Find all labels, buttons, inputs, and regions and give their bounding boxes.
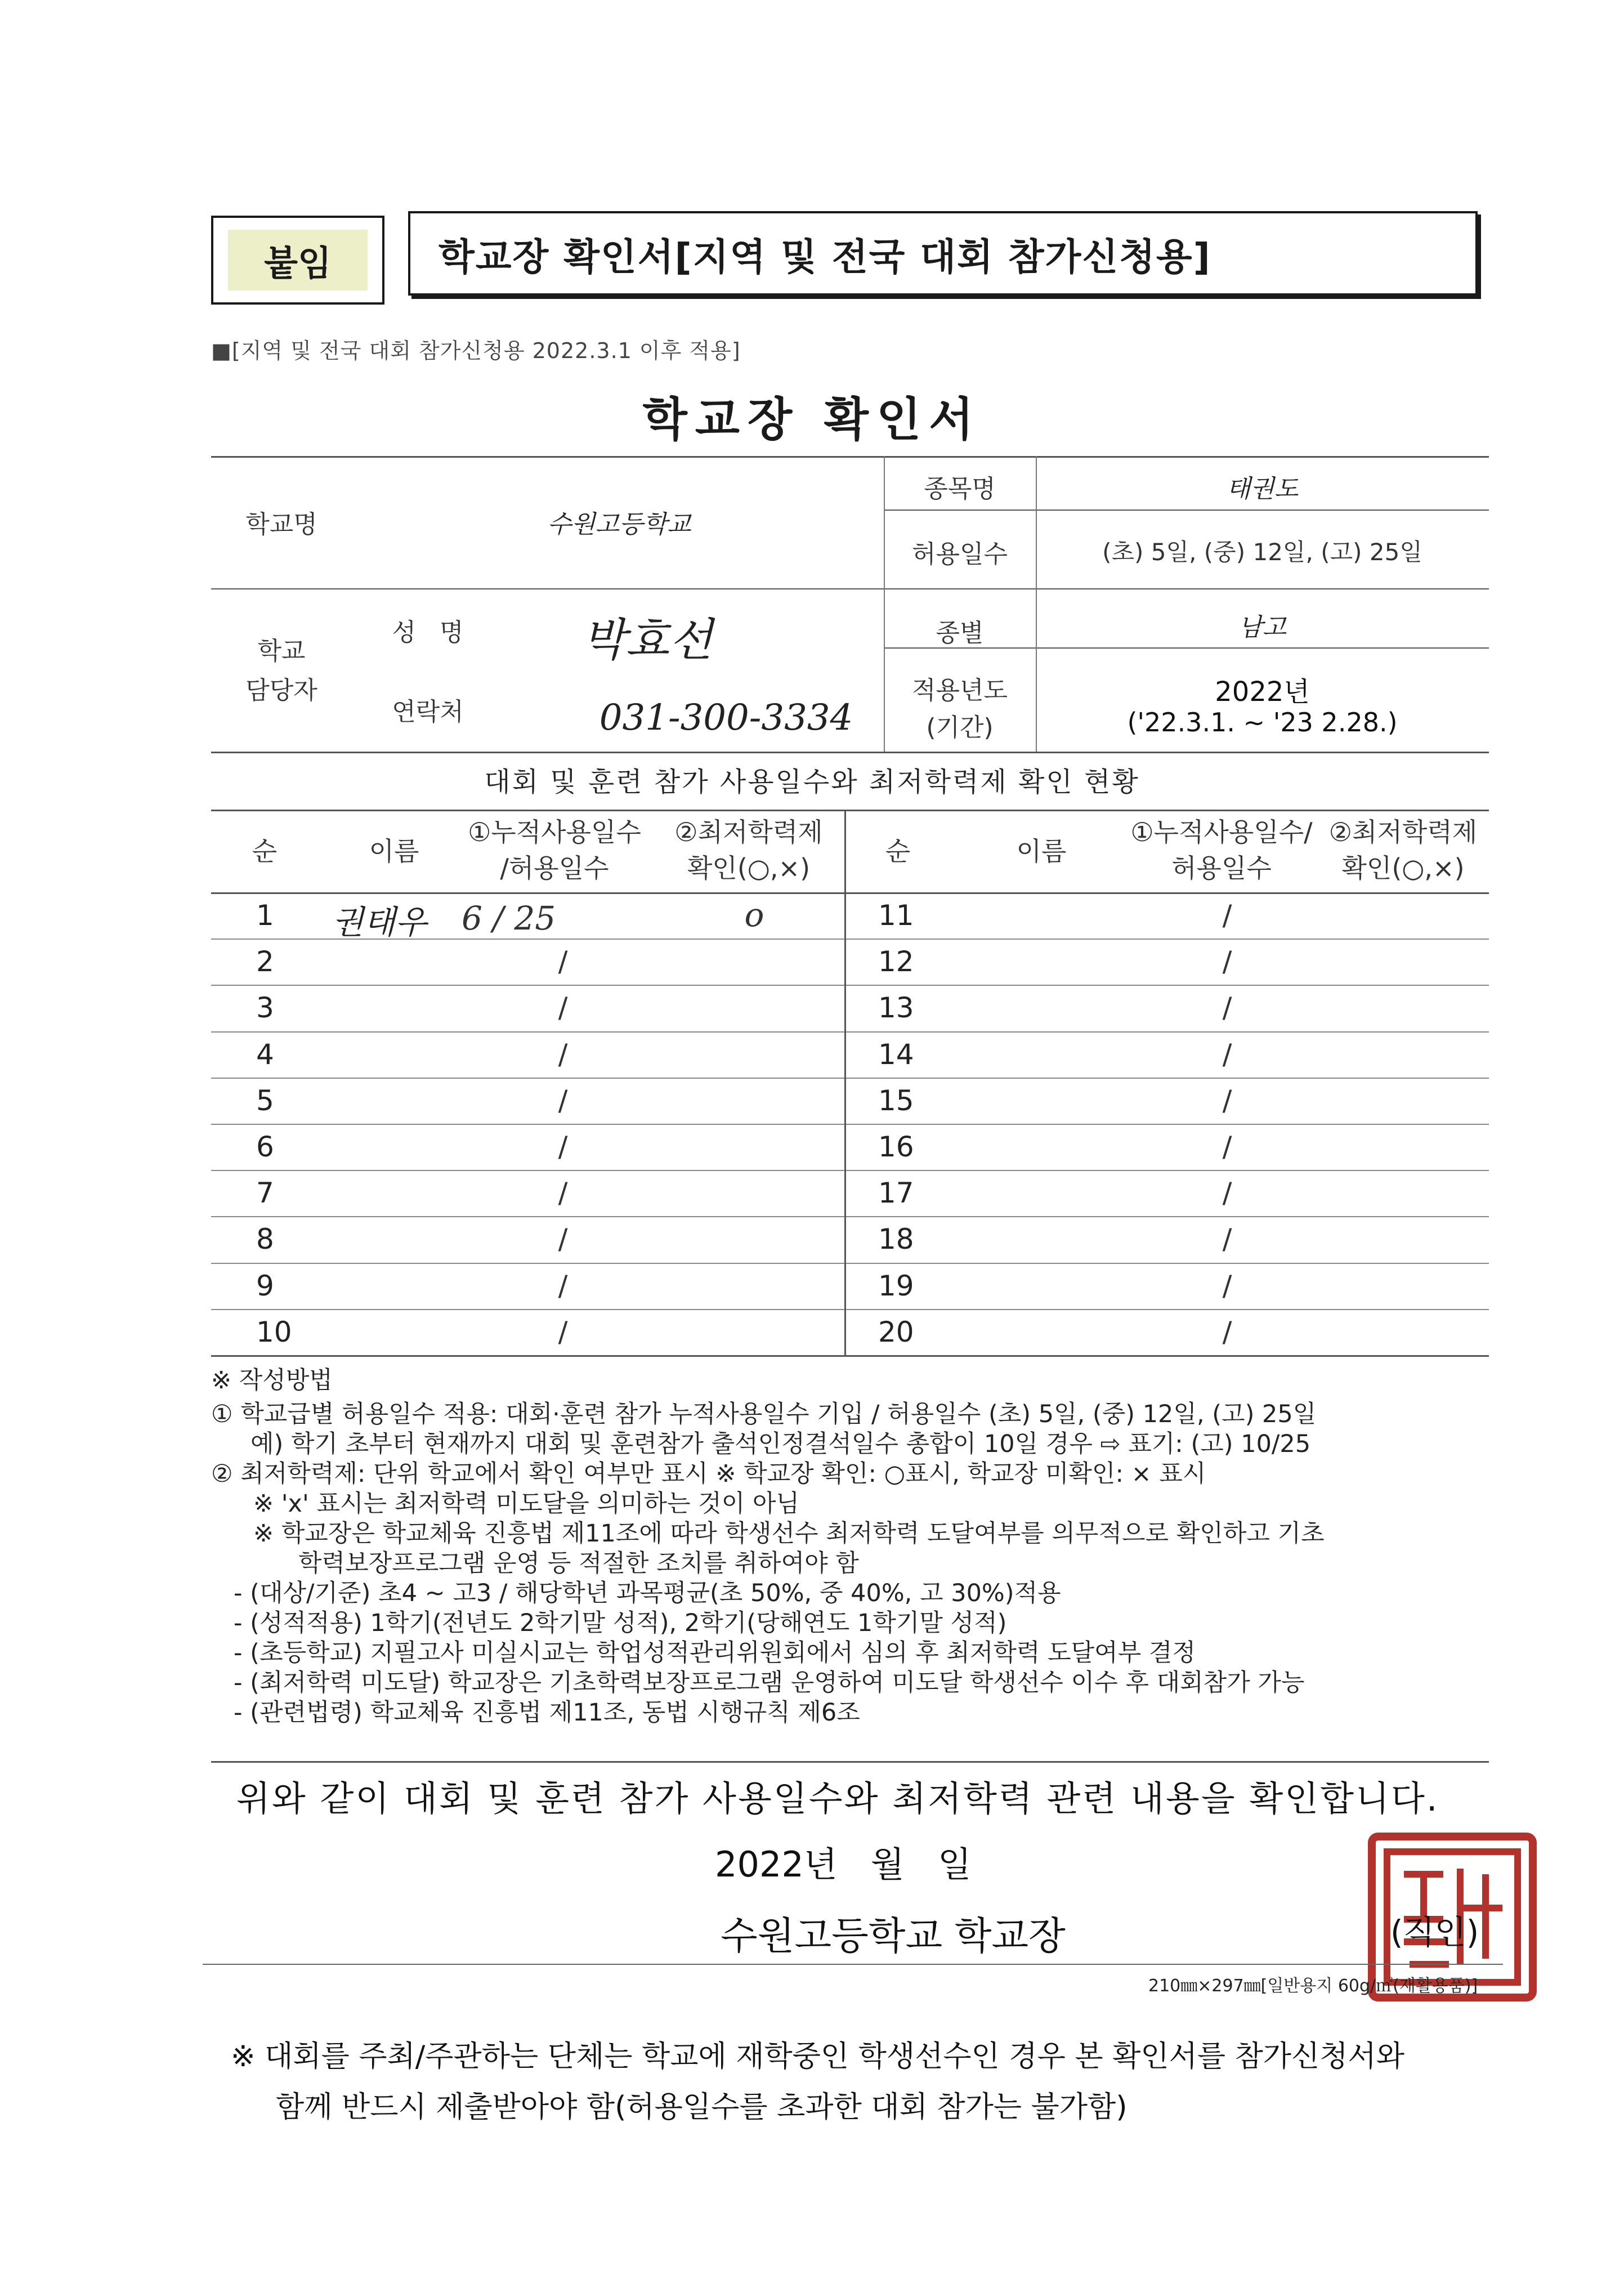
used-days: /	[1222, 1270, 1232, 1302]
row-rule	[211, 1216, 1489, 1217]
roster-title: 대회 및 훈련 참가 사용일수와 최저학력제 확인 현황	[484, 766, 1140, 798]
table-rule	[211, 1355, 1489, 1357]
row-number: 20	[878, 1316, 914, 1348]
used-days: 6 / 25	[462, 899, 556, 937]
applies-note: ■[지역 및 전국 대회 참가신청용 2022.3.1 이후 적용]	[211, 338, 741, 363]
row-number: 3	[256, 991, 274, 1024]
contact-value: 031-300-3334	[599, 697, 853, 739]
method-line: 학력보장프로그램 운영 등 적절한 조치를 취하여야 함	[298, 1549, 859, 1578]
division-label: 종별	[936, 619, 984, 647]
row-number: 14	[878, 1038, 914, 1071]
row-rule	[211, 1170, 1489, 1171]
row-rule	[211, 1031, 1489, 1033]
row-number: 10	[256, 1316, 292, 1348]
used-days: /	[1222, 1130, 1232, 1163]
school-value: 수원고등학교	[547, 510, 691, 539]
principal-name: 수원고등학교 학교장	[721, 1914, 1066, 1959]
table-rule	[844, 810, 846, 1355]
method-line: ※ 'x' 표시는 최저학력 미도달을 의미하는 것이 아님	[253, 1490, 800, 1518]
row-rule	[211, 1263, 1489, 1264]
table-rule	[884, 510, 1489, 511]
seal-label: (직인)	[1390, 1913, 1479, 1951]
col-check-1: ②최저학력제	[674, 817, 823, 847]
bottom-note-2: 함께 반드시 제출받아야 함(허용일수를 초과한 대회 참가는 불가함)	[276, 2090, 1128, 2124]
row-number: 6	[256, 1130, 274, 1163]
confirm-date: 2022년 월 일	[715, 1844, 972, 1885]
used-days: /	[1222, 945, 1232, 978]
event-label: 종목명	[924, 475, 996, 503]
contact-label: 연락처	[392, 698, 464, 726]
col-check-right-1: ②최저학력제	[1328, 817, 1478, 847]
col-check-right-2: 확인(○,×)	[1341, 853, 1465, 883]
method-line: ② 최저학력제: 단위 학교에서 확인 여부만 표시 ※ 학교장 확인: ○표시, 학교장 미확인: × 표시	[211, 1460, 1206, 1488]
confirm-statement: 위와 같이 대회 및 훈련 참가 사용일수와 최저학력 관련 내용을 확인합니다.	[236, 1778, 1439, 1819]
method-line: - (관련법령) 학교체육 진흥법 제11조, 동법 시행규칙 제6조	[234, 1699, 860, 1727]
period-value: ('22.3.1. ~ '23 2.28.)	[1127, 707, 1398, 738]
paper-spec: 210㎜×297㎜[일반용지 60g/㎡(재활용품)]	[1148, 1976, 1478, 1996]
row-number: 9	[256, 1270, 274, 1302]
year-value: 2022년	[1215, 676, 1310, 708]
allowed-days-value: (초) 5일, (중) 12일, (고) 25일	[1102, 538, 1422, 566]
row-rule	[211, 985, 1489, 986]
used-days: /	[1222, 1223, 1232, 1255]
table-rule	[211, 810, 1489, 811]
year-label-1: 적용년도	[911, 676, 1008, 705]
row-number: 2	[256, 945, 274, 978]
row-rule	[211, 1124, 1489, 1125]
row-number: 18	[878, 1223, 914, 1255]
row-rule	[211, 1078, 1489, 1079]
row-number: 1	[256, 899, 274, 932]
attachment-tag	[211, 216, 384, 305]
row-number: 4	[256, 1038, 274, 1071]
used-days: /	[558, 1084, 568, 1117]
check-mark: o	[744, 896, 764, 934]
col-check-2: 확인(○,×)	[687, 853, 811, 883]
row-number: 15	[878, 1084, 914, 1117]
col-name: 이름	[369, 836, 419, 866]
used-days: /	[558, 1270, 568, 1302]
row-number: 16	[878, 1130, 914, 1163]
used-days: /	[558, 1038, 568, 1071]
table-rule	[211, 456, 1489, 458]
table-rule	[211, 588, 1489, 589]
section-rule	[211, 1761, 1489, 1763]
row-rule	[211, 1309, 1489, 1310]
school-label: 학교명	[245, 510, 317, 539]
used-days: /	[1222, 1316, 1232, 1348]
method-line: ① 학교급별 허용일수 적용: 대회·훈련 참가 누적사용일수 기입 / 허용일수 (초) 5일, (중) 12일, (고) 25일	[211, 1400, 1317, 1428]
col-days-right-2: 허용일수	[1171, 853, 1272, 883]
row-number: 8	[256, 1223, 274, 1255]
allowed-days-label: 허용일수	[911, 540, 1008, 569]
col-no: 순	[252, 836, 278, 866]
row-number: 11	[878, 899, 914, 932]
used-days: /	[558, 1177, 568, 1209]
staff-label-1: 학교	[257, 637, 306, 665]
col-no-right: 순	[885, 836, 911, 866]
col-days-right-1: ①누적사용일수/	[1130, 817, 1313, 847]
name-value: 박효선	[582, 614, 713, 666]
used-days: /	[1222, 899, 1232, 932]
used-days: /	[1222, 1177, 1232, 1209]
method-heading: ※ 작성방법	[211, 1366, 333, 1395]
col-name-right: 이름	[1016, 836, 1067, 866]
year-label-2: (기간)	[926, 713, 994, 742]
attachment-tag-label: 붙임	[228, 230, 368, 291]
section-rule	[203, 1964, 1503, 1965]
method-line: - (대상/기준) 초4 ~ 고3 / 해당학년 과목평균(초 50%, 중 40%, 고 30%)적용	[234, 1579, 1061, 1607]
form-title: 학교장 확인서[지역 및 전국 대회 참가신청용]	[408, 211, 1478, 296]
used-days: /	[1222, 1084, 1232, 1117]
used-days: /	[1222, 1038, 1232, 1071]
method-line: - (최저학력 미도달) 학교장은 기초학력보장프로그램 운영하여 미도달 학생선수 이수 후 대회참가 가능	[234, 1669, 1305, 1697]
method-line: 예) 학기 초부터 현재까지 대회 및 훈련참가 출석인정결석일수 총합이 10일 경우 ⇨ 표기: (고) 10/25	[250, 1430, 1311, 1458]
bottom-note-1: ※ 대회를 주최/주관하는 단체는 학교에 재학중인 학생선수인 경우 본 확인서를 참가신청서와	[231, 2040, 1404, 2074]
table-rule	[211, 752, 1489, 753]
col-days-1: ①누적사용일수	[468, 817, 641, 847]
event-value: 태권도	[1226, 475, 1299, 503]
method-line: - (초등학교) 지필고사 미실시교는 학업성적관리위원회에서 심의 후 최저학력 도달여부 결정	[234, 1639, 1196, 1667]
row-number: 7	[256, 1177, 274, 1209]
division-value: 남고	[1238, 613, 1286, 642]
method-line: ※ 학교장은 학교체육 진흥법 제11조에 따라 학생선수 최저학력 도달여부를 의무적으로 확인하고 기초	[253, 1520, 1325, 1548]
used-days: /	[558, 1130, 568, 1163]
student-name: 권태우	[332, 903, 427, 941]
used-days: /	[558, 991, 568, 1024]
used-days: /	[558, 945, 568, 978]
used-days: /	[558, 1223, 568, 1255]
row-number: 5	[256, 1084, 274, 1117]
row-number: 17	[878, 1177, 914, 1209]
row-number: 13	[878, 991, 914, 1024]
row-number: 12	[878, 945, 914, 978]
col-days-2: /허용일수	[500, 853, 609, 883]
used-days: /	[558, 1316, 568, 1348]
document-title: 학교장 확인서	[642, 393, 982, 446]
used-days: /	[1222, 991, 1232, 1024]
method-line: - (성적적용) 1학기(전년도 2학기말 성적), 2학기(당해연도 1학기말 성적)	[234, 1609, 1007, 1637]
row-number: 19	[878, 1270, 914, 1302]
table-rule	[211, 892, 1489, 894]
staff-label-2: 담당자	[245, 676, 317, 705]
name-label: 성 명	[392, 618, 464, 647]
